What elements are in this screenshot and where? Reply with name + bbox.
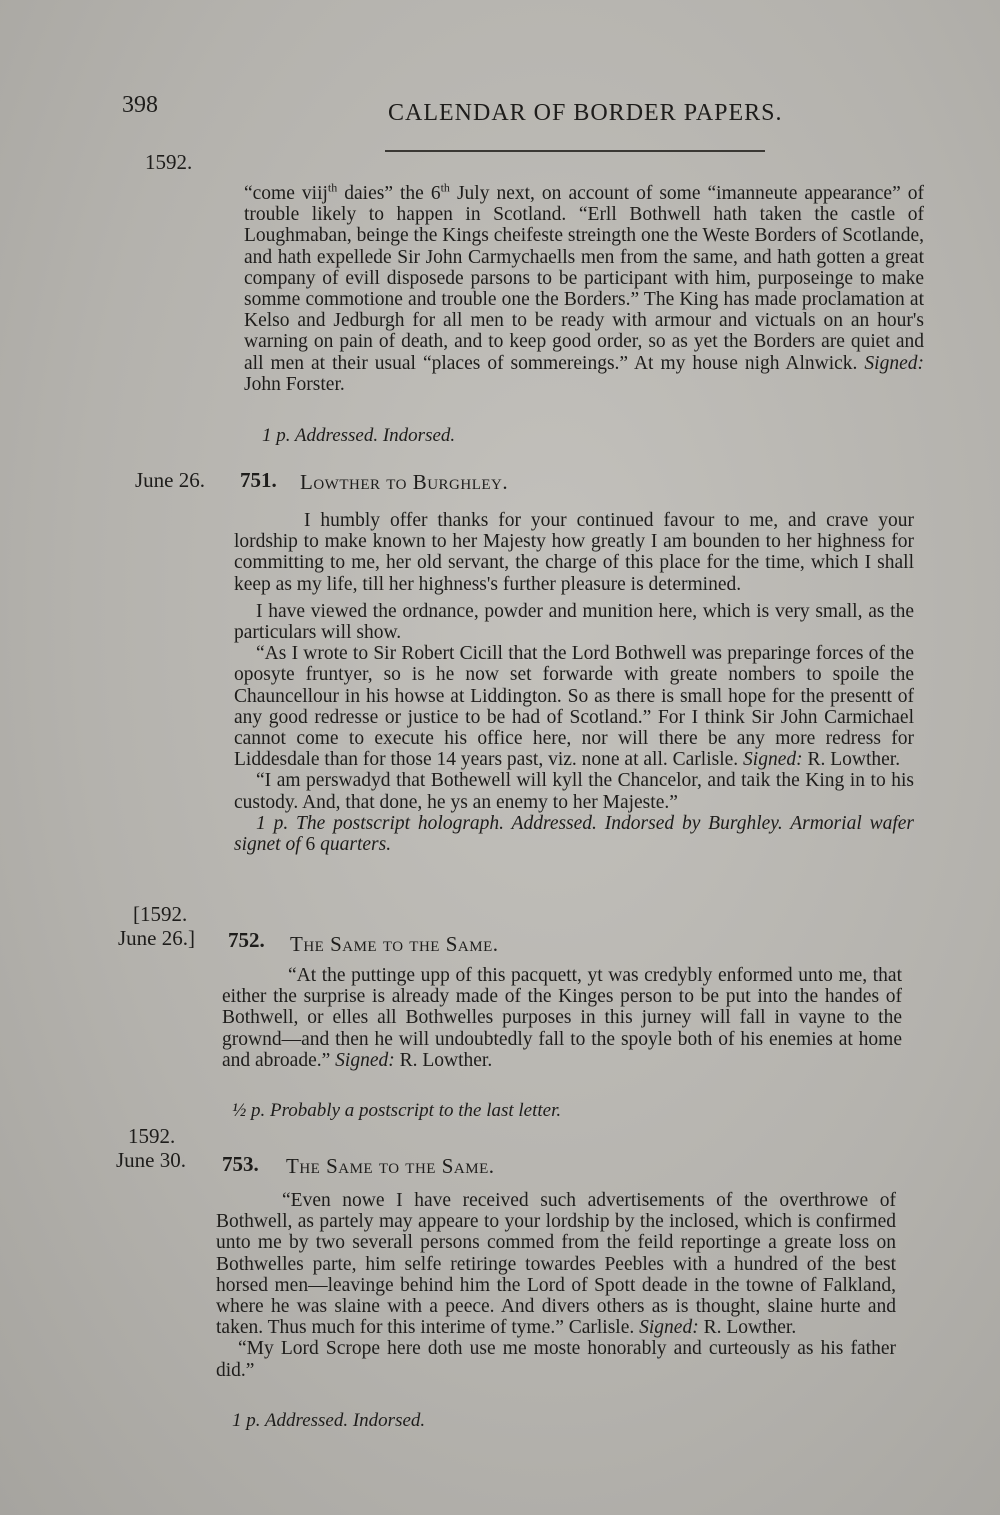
- entry-date-year: [1592.: [133, 902, 188, 926]
- paragraph: “At the puttinge upp of this pacquett, yt was credybly enformed unto me, that either the surprise is already made of the Kinges person to be put into the handes of Bothwell, or elles all Bothwelles purposes in this jurney will fall in vayne to the grownd—and then he will undoubtedly fall to the spoyle both of his enemies at home and abroade.” Signed: R. Lowther.: [222, 965, 902, 1071]
- paragraph: “As I wrote to Sir Robert Cicill that the Lord Bothwell was preparinge forces of the oposyte fruntyer, so is he now set forwarde with greate nombers to spoile the Chauncellour in his howse at Liddington. So as there is small hope for the presentt of any good redresse or justice to be had of Scotland.” For I think Sir John Carmichael cannot come to execute his office here, nor will there be any more redress for Liddesdale than for those 14 years past, viz. none at all. Carlisle. Signed: R. Lowther.: [234, 643, 914, 771]
- entry-date: June 30.: [116, 1148, 186, 1172]
- paragraph: I have viewed the ordnance, powder and munition here, which is very small, as the particulars will show.: [234, 600, 914, 644]
- entry-date-year: 1592.: [128, 1124, 176, 1148]
- paragraph: “Even nowe I have received such advertisements of the overthrowe of Bothwell, as partely may appeare to your lordship by the inclosed, which is confirmed unto me by two severall persons commed from the feild reportinge a greate loss on Bothwelles parte, him selfe retiringe towardes Peebles with a hundred of the best horsed men—leavinge behind him the Lord of Spott deade in the towne of Falkland, where he was slaine with a peece. And divers others as is thought, slaine hurte and taken. Thus much for this interime of tyme.” Carlisle. Signed: R. Lowther.: [216, 1190, 896, 1339]
- entry-title: The Same to the Same.: [290, 932, 499, 956]
- entry-continuation-text: [244, 180, 924, 395]
- entry-note: ½ p. Probably a postscript to the last letter.: [232, 1100, 562, 1121]
- margin-year: 1592.: [145, 150, 193, 174]
- entry-number: 753.: [222, 1152, 259, 1176]
- entry-date: June 26.]: [118, 926, 195, 950]
- paragraph: “I am perswadyd that Bothewell will kyll the Chancelor, and taik the King in to his custody. And, that done, he ys an enemy to her Majeste.”: [234, 770, 914, 813]
- entry-note: 1 p. The postscript holograph. Addressed. Indorsed by Burghley. Armorial wafer signet of 6 quarters.: [234, 812, 914, 856]
- entry-note: 1 p. Addressed. Indorsed.: [262, 425, 456, 446]
- paragraph: I humbly offer thanks for your continued favour to me, and crave your lordship to make known to her Majesty how greatly I am bounden to her highness for committing to me, her old servant, the charge of this place for the time, which I shall keep as my life, till her highness's further pleasure is determined.: [234, 510, 914, 595]
- entry-date: June 26.: [135, 468, 205, 492]
- entry-number: 752.: [228, 928, 265, 952]
- running-title: CALENDAR OF BORDER PAPERS.: [388, 100, 783, 126]
- page-header: [120, 92, 800, 132]
- entry-number: 751.: [240, 468, 277, 492]
- entry-note: 1 p. Addressed. Indorsed.: [232, 1410, 426, 1431]
- entry-title: Lowther to Burghley.: [300, 470, 509, 494]
- paragraph: “My Lord Scrope here doth use me moste honorably and curteously as his father did.”: [216, 1338, 896, 1381]
- header-rule: [385, 150, 765, 152]
- entry-751-text: [234, 510, 914, 855]
- page-number: 398: [122, 92, 158, 118]
- entry-753-text: [216, 1190, 896, 1381]
- paragraph: “come viij$^{th}$ daies” the 6th July next, on account of some “imanneute appearance” of trouble likely to happen in Scotland. “Erll Bothwell hath taken the castle of Loughmaban, beinge the Kings cheifeste streingth one the Weste Borders of Scotlande, and hath expellede Sir John Carmychaells men from the same, and hath gotten a great company of evill disposede parsons to be participant with him, purposeinge to make somme commotione and trouble one the Borders.” The King has made proclamation at Kelso and Jedburgh for all men to be ready with armour and victuals on an hour's warning on pain of death, and to keep good order, so as yet the Borders are quiet and all men at their usual “places of sommereings.” At my house nigh Alnwick. Signed: John Forster.: [244, 180, 924, 395]
- entry-title: The Same to the Same.: [286, 1154, 495, 1178]
- entry-752-text: [222, 965, 902, 1071]
